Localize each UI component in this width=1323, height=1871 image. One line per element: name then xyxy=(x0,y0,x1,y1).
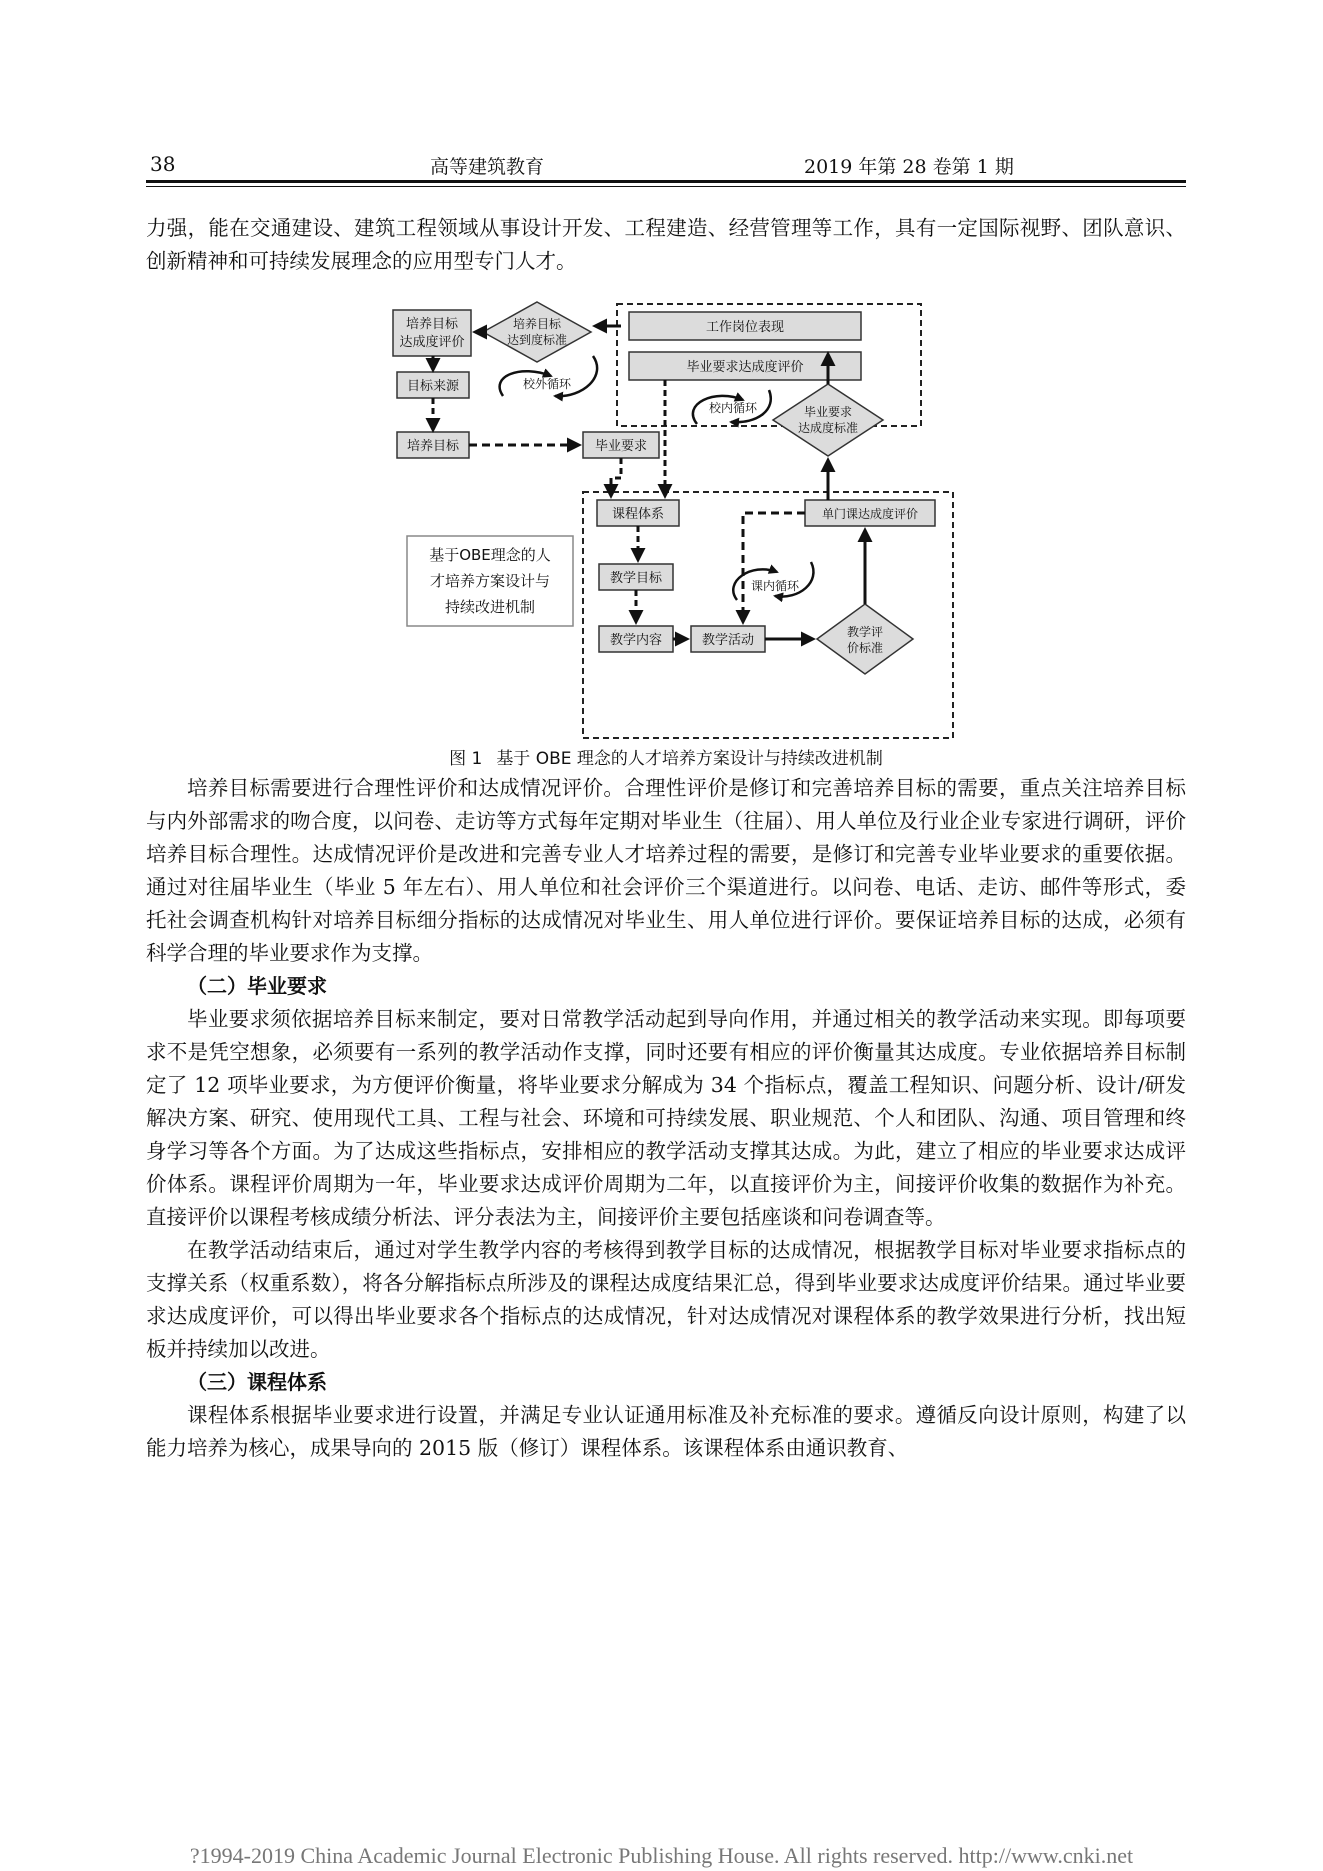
body-text xyxy=(146,772,1186,1465)
outer-loop-label: 校外循环 xyxy=(522,377,572,391)
grad-std-label-2: 达成度标准 xyxy=(797,421,859,435)
job-performance-label: 工作岗位表现 xyxy=(705,320,785,335)
journal-issue: 2019 年第 28 卷第 1 期 xyxy=(804,156,1014,178)
course-loop-label: 课内循环 xyxy=(750,579,800,593)
figure-caption xyxy=(146,744,1186,769)
goal-std-label-2: 达到度标准 xyxy=(506,333,568,347)
teaching-activity-label: 教学活动 xyxy=(701,633,755,648)
goal-std-diamond xyxy=(483,302,591,362)
training-goal-label: 培养目标 xyxy=(406,439,460,454)
grad-req-label: 毕业要求 xyxy=(594,439,648,454)
header-rule-thick xyxy=(146,180,1186,183)
paragraph-grad-req: 毕业要求须依据培养目标来制定，要对日常教学活动起到导向作用，并通过相关的教学活动来实现。即每项要求不是凭空想象，必须要有一系列的教学活动作支撑，同时还要有相应的评价衡量其达成度。专业依据培养目标制定了 12 项毕业要求，为方便评价衡量，将毕业要求分解成为 34 个指标点，覆盖工程知识、问题分析、设计/研发解决方案、研究、使用现代工具、工程与社会、环境和可持续发展、职业规范、个人和团队、沟通、项目管理和终身学习等各个方面。为了达成这些指标点，安排相应的教学活动支撑其达成。为此，建立了相应的毕业要求达成评价体系。课程评价周期为一年，毕业要求达成评价周期为二年，以直接评价为主，间接评价收集的数据作为补充。直接评价以课程考核成绩分析法、评分表法为主，间接评价主要包括座谈和问卷调查等。 xyxy=(146,1007,1186,1229)
goal-eval-label-2: 达成度评价 xyxy=(399,335,465,350)
grad-std-diamond xyxy=(773,384,883,456)
figure-caption-label: 图 1 xyxy=(449,749,483,769)
intro-paragraph: 力强，能在交通建设、建筑工程领域从事设计开发、工程建造、经营管理等工作，具有一定国际视野、团队意识、创新精神和可持续发展理念的应用型专门人才。 xyxy=(146,216,1186,273)
teaching-std-label-2: 价标准 xyxy=(846,641,884,655)
grad-req-eval-label: 毕业要求达成度评价 xyxy=(686,360,804,375)
figure-caption-title: 基于 OBE 理念的人才培养方案设计与持续改进机制 xyxy=(496,749,883,769)
section-heading-grad-req: （二）毕业要求 xyxy=(187,974,327,998)
teaching-goal-label: 教学目标 xyxy=(609,571,663,586)
paragraph-curriculum: 课程体系根据毕业要求进行设置，并满足专业认证通用标准及补充标准的要求。遵循反向设计原则，构建了以能力培养为核心，成果导向的 2015 版（修订）课程体系。该课程体系由通识教育、 xyxy=(146,1403,1186,1460)
curriculum-label: 课程体系 xyxy=(611,507,665,522)
paragraph-goal-evaluation: 培养目标需要进行合理性评价和达成情况评价。合理性评价是修订和完善培养目标的需要，重点关注培养目标与内外部需求的吻合度，以问卷、走访等方式每年定期对毕业生（往届）、用人单位及行业企业专家进行调研，评价培养目标合理性。达成情况评价是改进和完善专业人才培养过程的需要，是修订和完善专业毕业要求的重要依据。通过对往届毕业生（毕业 5 年左右）、用人单位和社会评价三个渠道进行。以问卷、电话、走访、邮件等形式，委托社会调查机构针对培养目标细分指标的达成情况对毕业生、用人单位进行评价。要保证培养目标的达成，必须有科学合理的毕业要求作为支撑。 xyxy=(146,776,1186,965)
goal-eval-label-1: 培养目标 xyxy=(405,317,459,332)
inner-loop-label: 校内循环 xyxy=(708,401,758,415)
journal-name: 高等建筑教育 xyxy=(430,156,545,178)
grad-std-label-1: 毕业要求 xyxy=(803,405,853,419)
section-heading-curriculum: （三）课程体系 xyxy=(187,1370,327,1394)
intro-block xyxy=(146,212,1186,278)
copyright-notice: ?1994-2019 China Academic Journal Electronic Publishing House. All rights reserved. http://www.cnki.net xyxy=(189,1843,1134,1868)
page-header xyxy=(146,150,1186,180)
mechanism-label-1: 基于OBE理念的人 xyxy=(429,546,551,564)
teaching-std-label-1: 教学评 xyxy=(846,625,884,639)
page-number: 38 xyxy=(150,152,176,176)
arrow-course-eval-to-activity xyxy=(743,513,805,622)
paragraph-grad-req-eval: 在教学活动结束后，通过对学生教学内容的考核得到教学目标的达成情况，根据教学目标对毕业要求指标点的支撑关系（权重系数），将各分解指标点所涉及的课程达成度结果汇总，得到毕业要求达成度评价结果。通过毕业要求达成度评价，可以得出毕业要求各个指标点的达成情况，针对达成情况对课程体系的教学效果进行分析，找出短板并持续加以改进。 xyxy=(146,1238,1186,1361)
obe-mechanism-diagram xyxy=(385,300,955,740)
header-rule-thin xyxy=(146,186,1186,187)
goal-source-label: 目标来源 xyxy=(406,379,460,394)
teaching-content-label: 教学内容 xyxy=(609,633,663,648)
figure-1 xyxy=(385,300,955,740)
mechanism-label-2: 才培养方案设计与 xyxy=(429,572,551,590)
goal-std-label-1: 培养目标 xyxy=(512,317,562,331)
mechanism-label-3: 持续改进机制 xyxy=(444,598,536,616)
teaching-std-diamond xyxy=(817,604,913,674)
single-course-eval-label: 单门课达成度评价 xyxy=(821,507,919,521)
arrow-grad-req-to-curriculum xyxy=(611,458,621,496)
